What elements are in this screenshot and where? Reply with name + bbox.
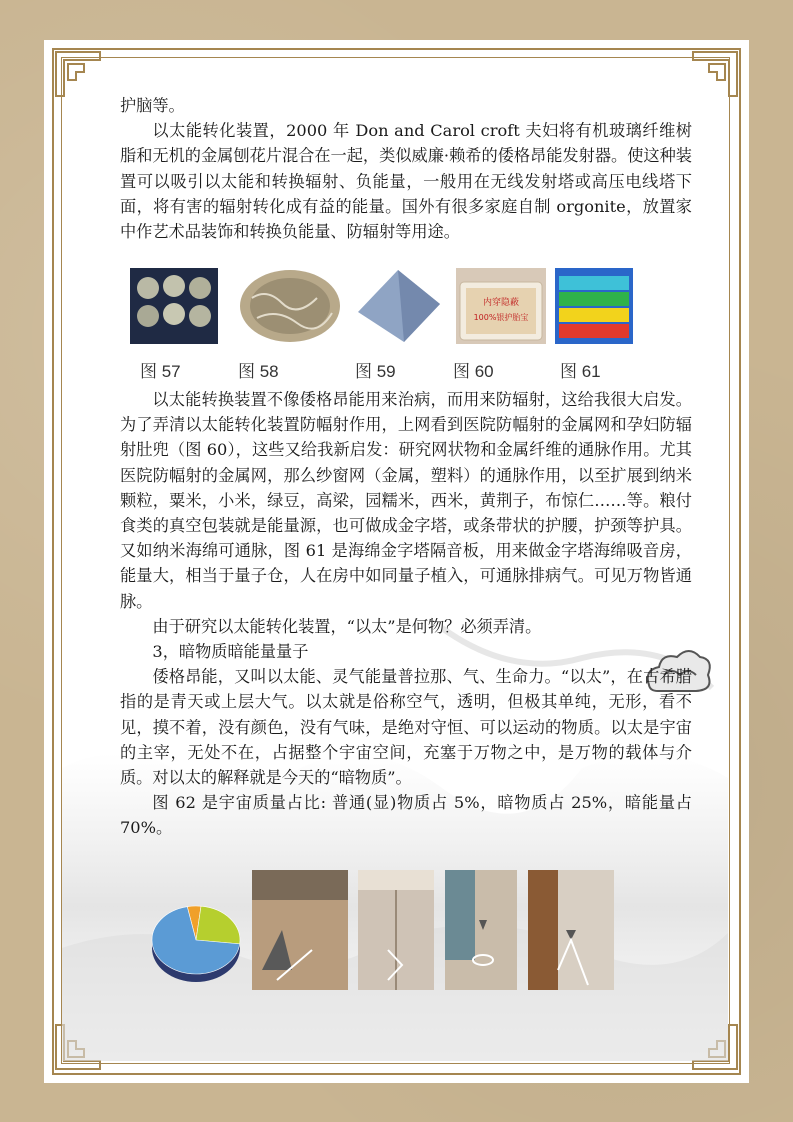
bottom-figure-row [150,870,620,992]
figure-60-image [456,268,546,344]
caption-fig-58: 图 58 [238,362,279,381]
caption-fig-61: 图 61 [560,362,601,381]
figure-58-image [237,268,343,344]
caption-fig-57: 图 57 [140,362,181,381]
svg-text:100%银护胎宝: 100%银护胎宝 [473,313,529,322]
floor-photo-1 [252,870,348,990]
floor-photo-4 [528,870,614,990]
figure-59-image [354,268,442,344]
figure-row [130,268,650,348]
paragraph-orgone-energy: 倭格昂能，又叫以太能、灵气能量普拉那、气、生命力。“以太”，在古希腊指的是青天或上层大气。以太就是俗称空气，透明，但极其单纯，无形，看不见，摸不着，没有颜色，没有气味，是绝对守恒、可以运动的物质。以太是宇宙的主宰，无处不在，占据整个宇宙空间，充塞于万物之中，是万物的载体与介质。对以太的解释就是今天的“暗物质”。 [120,667,692,788]
text-block-main [120,387,692,841]
floor-photo-3 [445,870,517,990]
paragraph-ether-device: 以太能转换装置不像倭格昂能用来治病，而用来防辐射，这给我很大启发。为了弄清以太能转化装置防幅射作用，上网看到医院防幅射的金属网和孕妇防辐射肚兜（图 60），这些又给我新启发：研究网状物和金属纤维的通脉作用。尤其医院防幅射的金属网，那么纱窗网（金属，塑料）的通脉作用，以至扩展到纳米颗粒，粟米，小米，绿豆，高梁，园糯米，西米，黄荆子，布惊仁……等。粮付食类的真空包装就是能量源，也可做成金字塔，或条带状的护腰，护颈等护具。又如纳米海绵可通脉，图 61 是海绵金字塔隔音板，用来做金字塔海绵吸音房，能量大，相当于量子仓，人在房中如同量子植入，可通脉排病气。可见万物皆通脉。 [120,390,692,611]
floor-photo-2 [358,870,434,990]
paragraph-orgonite: 以太能转化装置，2000 年 Don and Carol croft 夫妇将有机玻璃纤维树脂和无机的金属刨花片混合在一起，类似威廉·赖希的倭格昂能发射器。使这种装置可以吸引以太能和转换辐射、负能量，一般用在无线发射塔或高压电线塔下面，将有害的辐射转化成有益的能量。国外有很多家庭自制 orgonite，放置家中作艺术品装饰和转换负能量、防辐射等用途。 [120,121,692,242]
paragraph-continuation: 护脑等。 [120,96,185,115]
figure-61-image [555,268,633,344]
figure-62-pie-chart [150,900,242,990]
paragraph-figure-62: 图 62 是宇宙质量占比: 普通(显)物质占 5%，暗物质占 25%，暗能量占 70%。 [120,793,692,838]
svg-text:内穿隐蔽: 内穿隐蔽 [482,298,520,308]
text-block-top [120,93,692,244]
section-heading-dark-matter: 3，暗物质暗能量量子 [152,642,309,662]
caption-fig-60: 图 60 [453,362,494,381]
figure-57-image [130,268,218,344]
paragraph-what-is-ether: 由于研究以太能转化装置，“以太”是何物？必须弄清。 [152,616,542,636]
figure-captions [140,357,660,381]
pie-slice-2 [196,906,240,944]
caption-fig-59: 图 59 [355,362,396,381]
